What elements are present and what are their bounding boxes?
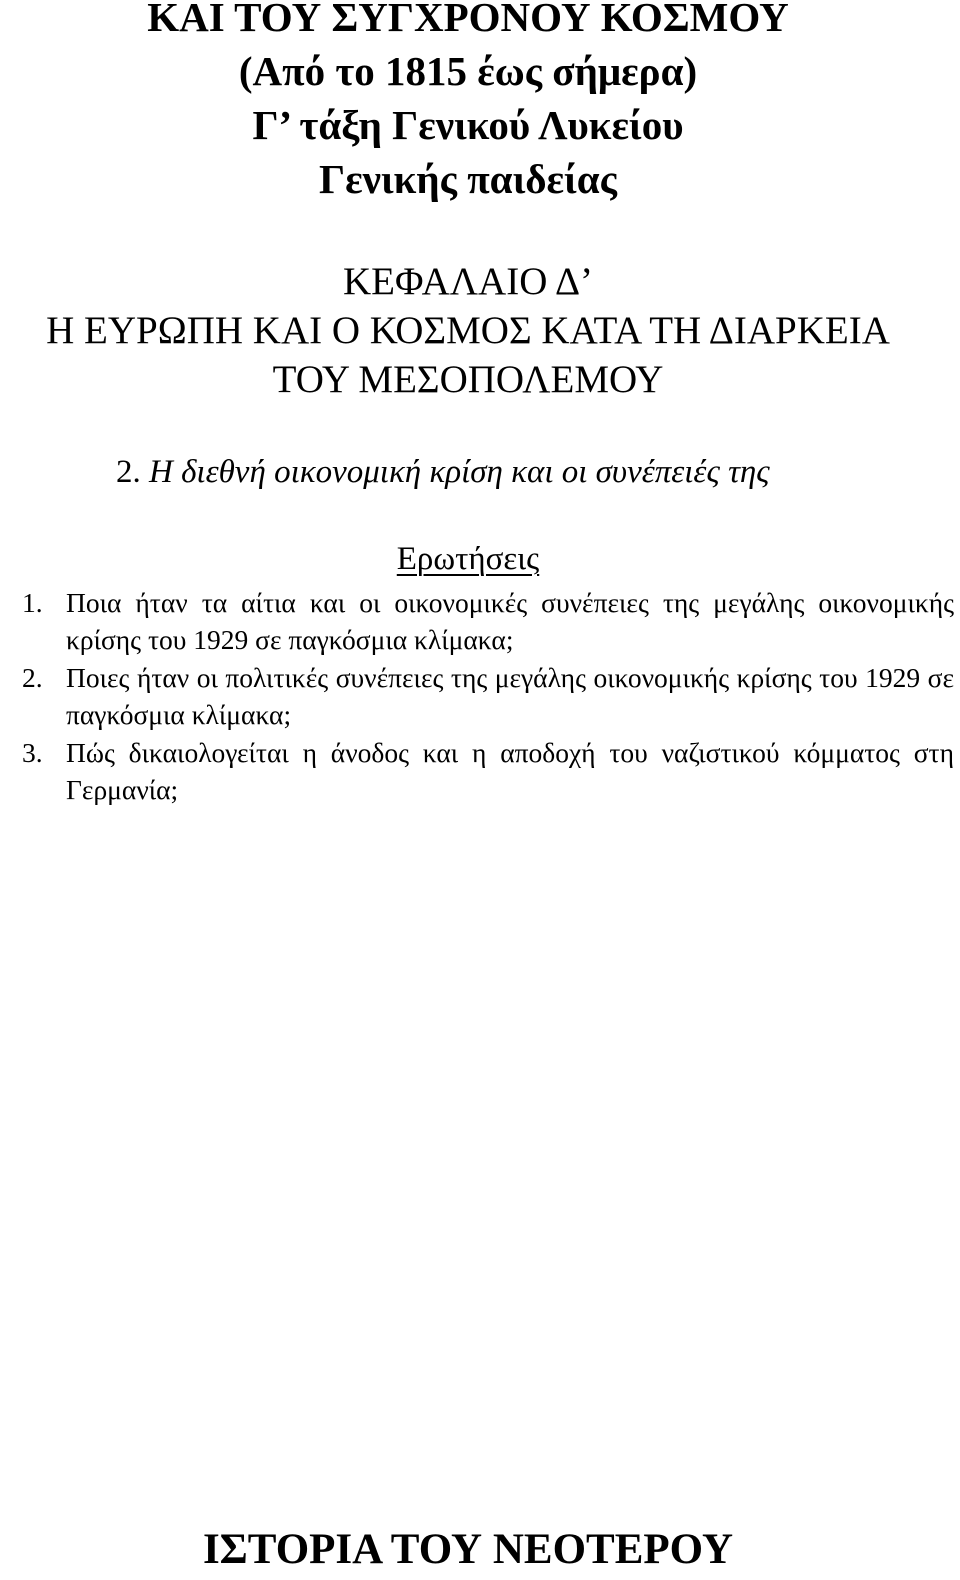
footer-book-title: ΙΣΤΟΡΙΑ ΤΟΥ ΝΕΟΤΕΡΟΥ [202,1526,734,1573]
question-number: 3. [22,737,43,768]
question-text: Πώς δικαιολογείται η άνοδος και η αποδοχή του ναζιστικού κόμματος στη Γερμανία; [66,737,954,805]
section-number: 2. [116,454,141,490]
question-number: 1. [22,587,43,618]
section-heading [116,449,770,495]
chapter-label: ΚΕΦΑΛΑΙΟ Δ’ [342,260,594,303]
chapter-title-line-1: Η ΕΥΡΩΠΗ ΚΑΙ Ο ΚΟΣΜΟΣ ΚΑΤΑ ΤΗ ΔΙΑΡΚΕΙΑ [46,309,890,352]
question-text: Ποιες ήταν οι πολιτικές συνέπειες της μεγάλης οικονομικής κρίσης του 1929 σε παγκόσμια κλίμακα; [66,662,954,730]
book-title-line-1: ΚΑΙ ΤΟΥ ΣΥΓΧΡΟΝΟΥ ΚΟΣΜΟΥ [147,0,789,40]
questions-heading: Ερωτήσεις [396,541,540,577]
chapter-title-line-2: ΤΟΥ ΜΕΣΟΠΟΛΕΜΟΥ [272,358,664,401]
question-number: 2. [22,662,43,693]
section-title: Η διεθνή οικονομική κρίση και οι συνέπειές της [149,454,770,490]
question-item [22,734,954,808]
question-text: Ποια ήταν τα αίτια και οι οικονομικές συνέπειες της μεγάλης οικονομικής κρίσης του 1929 σε παγκόσμια κλίμακα; [66,587,954,655]
question-item [22,659,954,733]
book-title-line-4: Γενικής παιδείας [319,156,617,202]
book-title-line-2: (Από το 1815 έως σήμερα) [238,48,698,94]
question-item [22,584,954,658]
book-title-line-3: Γ’ τάξη Γενικού Λυκείου [252,102,684,148]
